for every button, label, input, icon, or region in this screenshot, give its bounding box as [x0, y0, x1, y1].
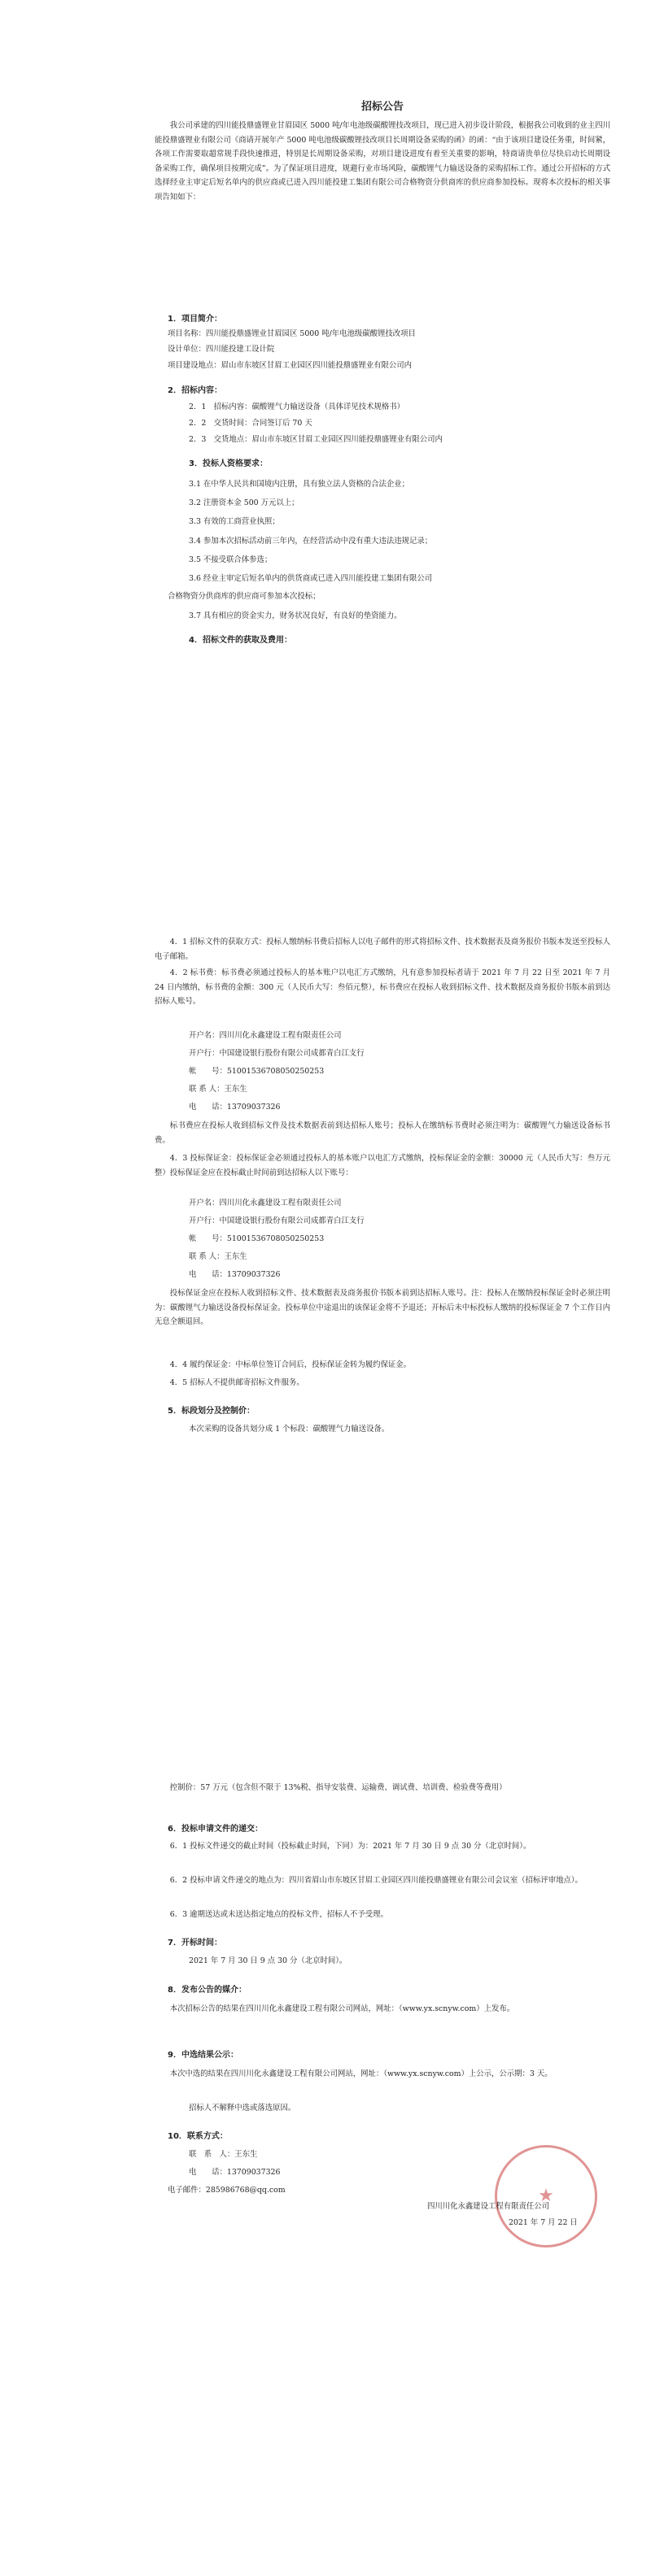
fee-note: 标书费应在投标人收到招标文件及技术数据表前到达招标人账号；投标人在缴纳标书费时必须注明为：碳酸锂气力输送设备标书费。	[155, 1121, 610, 1145]
qualification-2: 3.2 注册资本金 500 万元以上；	[189, 498, 299, 507]
section-4-1: 4．1 招标文件的获取方式：投标人缴纳标书费后招标人以电子邮件的形式将招标文件、技术数据表及商务报价书版本发送至投标人电子邮箱。	[155, 938, 610, 961]
contact-phone: 电 话：13709037326	[189, 2168, 281, 2177]
signature-date: 2021 年 7 月 22 日	[509, 2218, 578, 2227]
section-1-heading: 1．项目简介：	[168, 315, 222, 324]
design-unit: 设计单位：四川能投建工设计院	[168, 345, 275, 354]
section-9-text: 本次中选的结果在四川川化永鑫建设工程有限公司网站，网址：（www.yx.scnyw.com）上公示，公示期：3 天。	[169, 2069, 553, 2078]
qualification-4: 3.4 参加本次招标活动前三年内，在经营活动中没有重大违法违规记录；	[189, 537, 433, 546]
document-page-1	[138, 80, 627, 777]
qualification-5: 3.5 不接受联合体参选；	[189, 555, 273, 564]
account-2-contact: 联 系 人：王东生	[189, 1252, 247, 1261]
section-10-heading: 10．联系方式：	[168, 2132, 228, 2141]
qualification-6-cont: 合格物资分供商库的供应商可参加本次投标；	[168, 592, 321, 601]
account-2-holder: 开户名：四川川化永鑫建设工程有限责任公司	[189, 1199, 342, 1208]
section-4-3: 4．3 投标保证金：投标保证金必须通过投标人的基本账户以电汇方式缴纳，投标保证金的金额：30000 元（人民币大写：叁万元整）投标保证金应在投标截止时间前到达招标人以下账号：	[155, 1154, 610, 1177]
qualification-1: 3.1 在中华人民共和国境内注册，具有独立法人资格的合法企业；	[189, 480, 410, 489]
section-6-heading: 6．投标申请文件的递交：	[168, 1825, 263, 1834]
section-9-note: 招标人不解释中选或落选原因。	[189, 2104, 296, 2113]
section-2-heading: 2．招标内容：	[168, 386, 222, 395]
contact-name: 联 系 人：王东生	[189, 2150, 258, 2159]
document-page-3	[138, 1781, 627, 2415]
section-6-3: 6．3 逾期送达或未送达指定地点的投标文件，招标人不予受理。	[169, 1910, 388, 1919]
section-8-heading: 8．发布公告的媒介：	[168, 1986, 247, 1995]
section-7-heading: 7．开标时间：	[168, 1939, 222, 1947]
intro-paragraph: 我公司承建的四川能投鼎盛锂业甘眉园区 5000 吨/年电池级碳酸锂技改项目，现已进入初步设计阶段，根据我公司收到的业主四川能投鼎盛锂业有限公司《商请开展年产 5000 吨电池级碳酸锂技改项目长周期设备采购的函》的函：“由于该项目建设任务重，时间紧，各项工作需要取超常规手段快速推进，特别是长周期设备采购，对项目建设进度有着至关重要的影响，特商请贵单位尽快启动长周期设备采购工作，确保项目按期完成”。为了保证项目进度，规避行业市场风险，碳酸锂气力输送设备的采购招标工作。通过公开招标的方式选择经业主审定后短名单内的供应商或已进入四川能投建工集团有限公司合格物资分供商库的供应商参加投标。现将本次投标的相关事项告知如下：	[155, 121, 610, 202]
section-4-2: 4．2 标书费：标书费必须通过投标人的基本账户以电汇方式缴纳，凡有意参加投标者请于 2021 年 7 月 22 日至 2021 年 7 月 24 日内缴纳，标书费的金额：300 元（人民币大写：叁佰元整），标书费应在投标人收到招标文件、技术数据及商务报价书版本前到达招标人账号。	[155, 968, 610, 1006]
section-6-2: 6．2 投标申请文件递交的地点为：四川省眉山市东坡区甘眉工业园区四川能投鼎盛锂业有限公司会议室（招标评审地点）。	[169, 1876, 583, 1885]
section-8-text: 本次招标公告的结果在四川川化永鑫建设工程有限公司网站，网址：（www.yx.scnyw.com）上发布。	[169, 2004, 515, 2013]
contact-email: 电子邮件：285986768@qq.com	[168, 2186, 286, 2195]
qualification-7: 3.7 具有相应的资金实力，财务状况良好，有良好的垫资能力。	[189, 611, 402, 620]
tender-content: 2．1 招标内容：碳酸锂气力输送设备（具体详见技术规格书）	[189, 402, 405, 411]
section-7-text: 2021 年 7 月 30 日 9 点 30 分（北京时间）。	[189, 1956, 347, 1965]
qualification-3: 3.3 有效的工商营业执照；	[189, 517, 280, 526]
control-price: 控制价：57 万元（包含但不限于 13%税、指导安装费、运输费、调试费、培训费、检验费等费用）	[169, 1783, 507, 1792]
account-1-bank: 开户行：中国建设银行股份有限公司成都青白江支行	[189, 1049, 365, 1058]
account-1-phone: 电 话：13709037326	[189, 1103, 281, 1112]
project-name: 项目名称：四川能投鼎盛锂业甘眉园区 5000 吨/年电池级碳酸锂技改项目	[168, 329, 416, 338]
company-seal	[495, 2145, 597, 2247]
signature-company: 四川川化永鑫建设工程有限责任公司	[427, 2202, 550, 2211]
section-5-heading: 5．标段划分及控制价：	[168, 1407, 255, 1416]
section-5-text: 本次采购的设备共划分成 1 个标段：碳酸锂气力输送设备。	[189, 1425, 390, 1434]
document-page-2	[138, 935, 627, 1626]
account-2-phone: 电 话：13709037326	[189, 1270, 281, 1279]
delivery-location: 2．3 交货地点：眉山市东坡区甘眉工业园区四川能投鼎盛锂业有限公司内	[189, 435, 443, 444]
section-6-1: 6．1 投标文件递交的截止时间（投标截止时间，下同）为：2021 年 7 月 30 日 9 点 30 分（北京时间）。	[169, 1842, 531, 1851]
section-4-5: 4．5 招标人不提供邮寄招标文件服务。	[169, 1378, 304, 1387]
deposit-note: 投标保证金应在投标人收到招标文件、技术数据表及商务报价书版本前到达招标人账号。注：投标人在缴纳投标保证金时必须注明为：碳酸锂气力输送设备投标保证金。投标单位中途退出的该保证金将不予退还；开标后未中标投标人缴纳的投标保证金 7 个工作日内无息全额退回。	[155, 1289, 610, 1326]
account-1-number: 帐 号：51001536708050250253	[189, 1067, 325, 1076]
delivery-time: 2．2 交货时间：合同签订后 70 天	[189, 419, 312, 428]
section-3-heading: 3．投标人资格要求：	[189, 459, 268, 468]
section-4-4: 4．4 履约保证金：中标单位签订合同后，投标保证金转为履约保证金。	[169, 1360, 411, 1369]
section-9-heading: 9．中选结果公示：	[168, 2051, 238, 2060]
account-2-number: 帐 号：51001536708050250253	[189, 1234, 325, 1243]
section-4-heading: 4．招标文件的获取及费用：	[189, 636, 292, 645]
account-1-holder: 开户名：四川川化永鑫建设工程有限责任公司	[189, 1031, 342, 1040]
document-title: 招标公告	[360, 101, 404, 113]
project-location: 项目建设地点：眉山市东坡区甘眉工业园区四川能投鼎盛锂业有限公司内	[168, 361, 413, 370]
seal-star-icon: ★	[538, 2186, 554, 2206]
qualification-6: 3.6 经业主审定后短名单内的供货商或已进入四川能投建工集团有限公司	[189, 574, 433, 583]
account-1-contact: 联 系 人：王东生	[189, 1085, 247, 1094]
account-2-bank: 开户行：中国建设银行股份有限公司成都青白江支行	[189, 1216, 365, 1225]
